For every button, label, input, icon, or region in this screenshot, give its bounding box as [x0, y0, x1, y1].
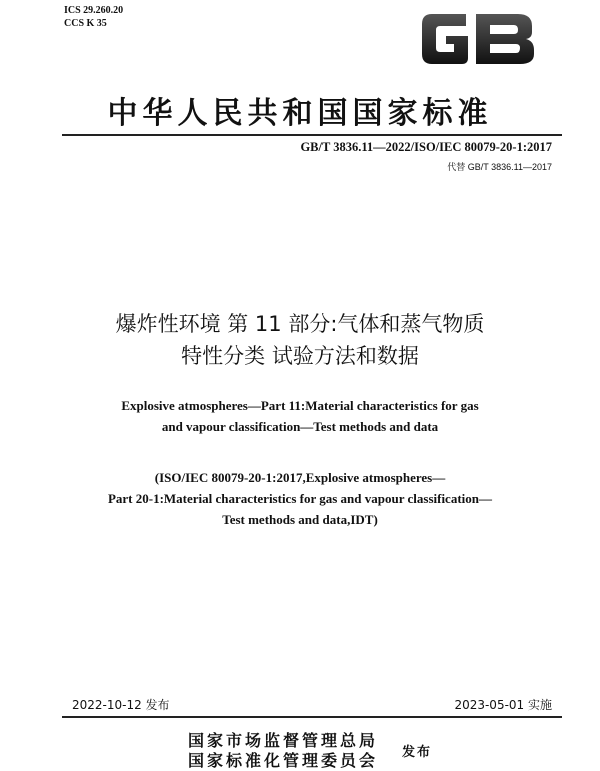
standard-category: 中华人民共和国国家标准 [107, 96, 493, 131]
replaces-standard: 代替 GB/T 3836.11—2017 [447, 162, 552, 172]
issuer-sac: 国家标准化管理委员会 [188, 751, 379, 770]
effective-date: 2023-05-01 实施 [454, 698, 552, 712]
gb-logo-icon [414, 8, 540, 70]
issuer-samr: 国家市场监督管理总局 [188, 731, 379, 750]
title-en-line2: and vapour classification—Test methods and data [161, 419, 439, 434]
title-zh-line1: 爆炸性环境 第 11 部分:气体和蒸气物质 [115, 312, 485, 336]
equivalence-line3: Test methods and data,IDT) [222, 512, 378, 527]
standard-number: GB/T 3836.11—2022/ISO/IEC 80079-20-1:2017 [300, 140, 552, 154]
svg-text:GB: GB [414, 8, 416, 9]
title-en-line1: Explosive atmospheres—Part 11:Material characteristics for gas [121, 398, 479, 413]
publish-label: 发布 [402, 745, 433, 760]
issue-date: 2022-10-12 发布 [72, 698, 170, 712]
header-rule [62, 134, 562, 136]
classification-codes [64, 4, 123, 30]
footer-rule [62, 716, 562, 718]
title-zh-line2: 特性分类 试验方法和数据 [181, 344, 419, 368]
equivalence-line1: (ISO/IEC 80079-20-1:2017,Explosive atmospheres— [154, 470, 446, 485]
ics-code: ICS 29.260.20 [64, 5, 124, 16]
ccs-code: CCS K 35 [64, 18, 107, 29]
equivalence-line2: Part 20-1:Material characteristics for gas and vapour classification— [107, 491, 493, 506]
